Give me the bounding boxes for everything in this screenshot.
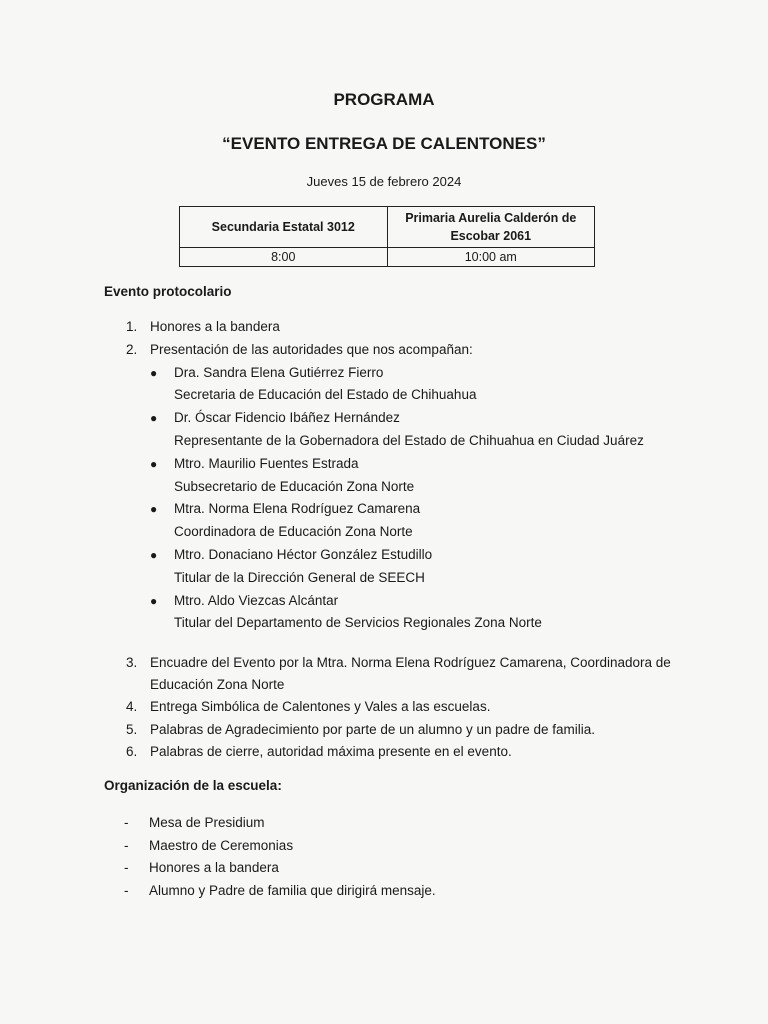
item-text: Honores a la bandera (150, 319, 280, 334)
protocol-heading: Evento protocolario (104, 284, 232, 299)
schedule-table (179, 206, 595, 267)
item-text: Mesa de Presidium (149, 815, 265, 830)
bullet-icon: ● (150, 411, 158, 426)
authority-name: Dr. Óscar Fidencio Ibáñez Hernández (174, 410, 400, 426)
authority-item (150, 407, 686, 453)
authority-item (150, 498, 686, 544)
event-date: Jueves 15 de febrero 2024 (306, 174, 462, 189)
authority-role: Representante de la Gobernadora del Estado de Chihuahua en Ciudad Juárez (174, 432, 644, 448)
authority-role: Titular de la Dirección General de SEECH (174, 569, 425, 585)
list-item (126, 696, 686, 718)
organization-list (124, 812, 436, 902)
authority-role: Coordinadora de Educación Zona Norte (174, 524, 413, 540)
list-item (124, 812, 436, 835)
document-title: PROGRAMA (333, 90, 435, 109)
item-text: Encuadre del Evento por la Mtra. Norma Elena Rodríguez Camarena, Coordinadora de Educación Zona Norte (150, 655, 671, 693)
item-text: Presentación de las autoridades que nos acompañan: (150, 341, 473, 357)
schedule-header-row (180, 207, 595, 248)
authority-name: Mtro. Aldo Viezcas Alcántar (174, 592, 339, 608)
school-primaria-header: Primaria Aurelia Calderón de Escobar 2061 (387, 207, 595, 248)
protocol-list (126, 316, 686, 635)
item-number: 6. (126, 743, 138, 759)
item-text: Alumno y Padre de familia que dirigirá mensaje. (149, 882, 436, 898)
list-item (124, 857, 436, 880)
item-number: 2. (126, 341, 138, 357)
authority-item (150, 544, 686, 590)
school-secundaria-header: Secundaria Estatal 3012 (180, 207, 388, 248)
time-primaria: 10:00 am (387, 248, 595, 267)
list-item (124, 835, 436, 858)
bullet-icon: ● (150, 593, 158, 608)
time-secundaria: 8:00 (180, 248, 388, 267)
bullet-icon: ● (150, 456, 158, 471)
list-item (126, 339, 686, 635)
authority-name: Mtro. Donaciano Héctor González Estudillo (174, 546, 433, 562)
item-text: Entrega Simbólica de Calentones y Vales a las escuelas. (150, 699, 491, 715)
authority-role: Secretaria de Educación del Estado de Chihuahua (174, 387, 477, 403)
list-item (124, 880, 436, 903)
bullet-icon: ● (150, 547, 158, 562)
organization-heading: Organización de la escuela: (104, 778, 282, 793)
authority-item (150, 590, 686, 636)
list-item (126, 316, 686, 339)
item-text: Honores a la bandera (149, 860, 279, 875)
item-text: Palabras de Agradecimiento por parte de un alumno y un padre de familia. (150, 721, 596, 737)
authorities-list (150, 362, 686, 636)
event-title: “EVENTO ENTREGA DE CALENTONES” (222, 134, 546, 153)
schedule-time-row (180, 248, 595, 267)
dash-bullet: - (124, 860, 129, 875)
item-text: Palabras de cierre, autoridad máxima presente en el evento. (150, 743, 512, 759)
authority-role: Titular del Departamento de Servicios Regionales Zona Norte (174, 615, 542, 631)
authority-item (150, 362, 686, 408)
dash-bullet: - (124, 837, 129, 853)
dash-bullet: - (124, 815, 129, 830)
dash-bullet: - (124, 882, 129, 898)
list-item (126, 719, 686, 741)
item-number: 4. (126, 699, 138, 715)
authority-name: Dra. Sandra Elena Gutiérrez Fierro (174, 364, 384, 380)
item-number: 5. (126, 721, 138, 737)
authority-role: Subsecretario de Educación Zona Norte (174, 478, 415, 494)
item-number: 1. (126, 319, 138, 334)
authority-name: Mtro. Maurilio Fuentes Estrada (174, 455, 359, 471)
authority-item (150, 453, 686, 499)
authority-name: Mtra. Norma Elena Rodríguez Camarena (174, 501, 421, 517)
item-text: Maestro de Ceremonias (149, 837, 294, 853)
bullet-icon: ● (150, 502, 158, 517)
item-number: 3. (126, 655, 138, 670)
list-item (126, 741, 686, 763)
protocol-list-continued (126, 652, 686, 763)
bullet-icon: ● (150, 365, 158, 380)
list-item (126, 652, 686, 696)
